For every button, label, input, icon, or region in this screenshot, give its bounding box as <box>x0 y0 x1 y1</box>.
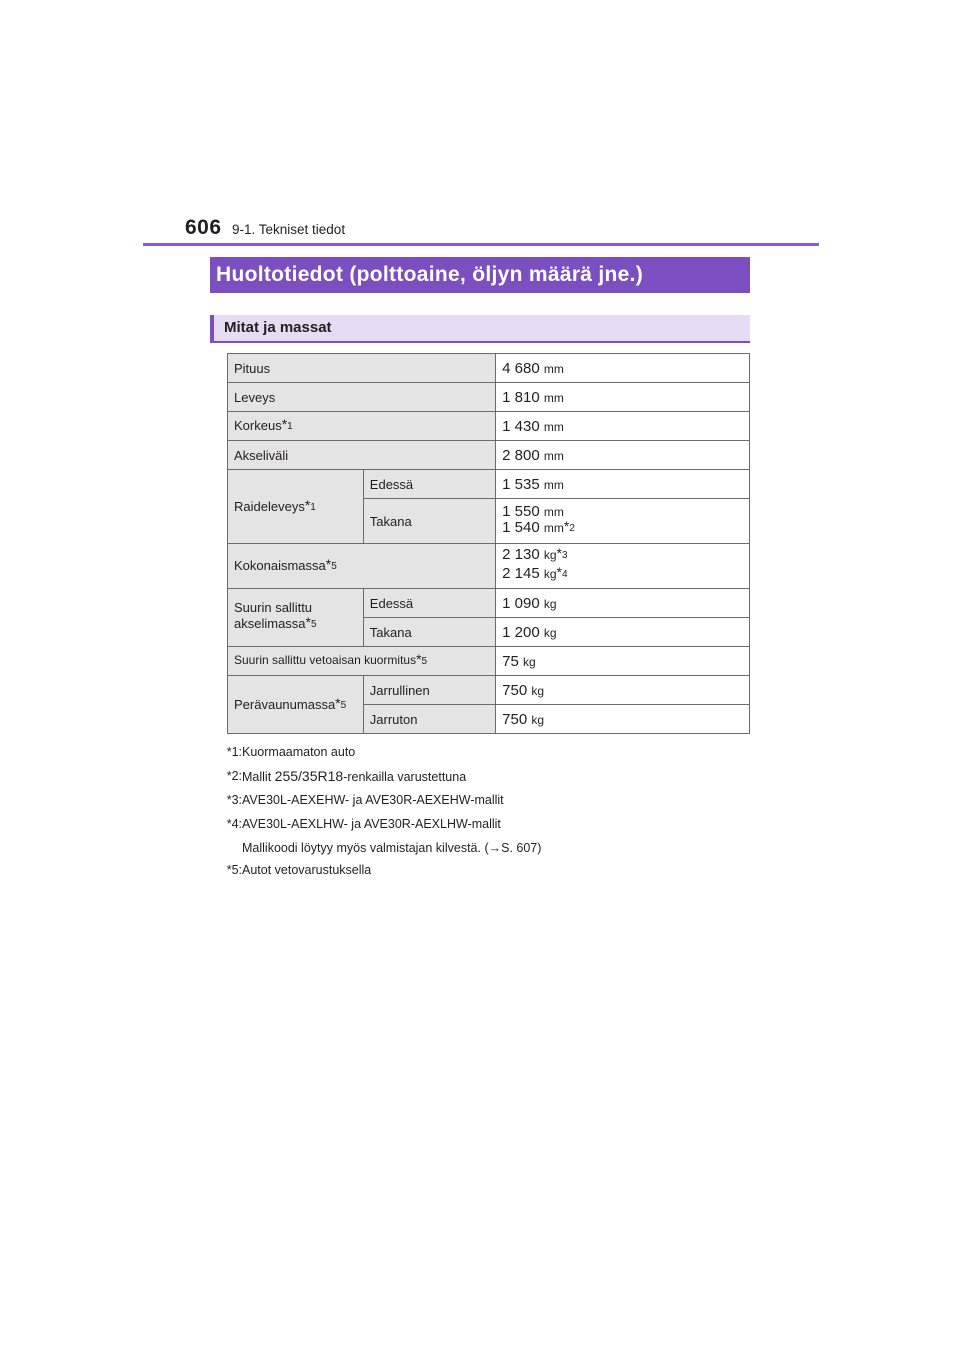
row-value: 1 535 mm <box>496 470 750 499</box>
footnote <box>218 742 778 766</box>
subsection-title: Mitat ja massat <box>210 315 750 343</box>
row-label: Kokonaismassa$^{*5}$ <box>228 544 496 589</box>
section-title: Huoltotiedot (polttoaine, öljyn määrä jne.) <box>210 257 750 293</box>
footnotes <box>218 742 778 884</box>
footnote-marker: *4: <box>226 817 242 831</box>
footnote <box>218 766 778 790</box>
row-value: 75 kg <box>496 647 750 676</box>
sub-label: Jarruton <box>363 705 495 734</box>
sub-label: Edessä <box>363 589 495 618</box>
row-value: 1 430 mm <box>496 412 750 441</box>
row-value: 750 kg <box>496 705 750 734</box>
table-row <box>228 383 750 412</box>
footnote-text: AVE30L-AEXEHW- ja AVE30R-AEXEHW-mallit <box>242 793 504 807</box>
chapter-title: 9-1. Tekniset tiedot <box>232 222 346 237</box>
row-value: 1 550 mm 1 540 $mm^{*2}$ <box>496 499 750 544</box>
page-number: 606 <box>185 216 222 239</box>
footnote-text: Kuormaamaton auto <box>242 745 356 759</box>
table-row <box>228 441 750 470</box>
table-row <box>228 647 750 676</box>
footnote-text: AVE30L-AEXLHW- ja AVE30R-AEXLHW-mallit <box>242 817 501 831</box>
row-value: 2 130 $kg^{*3}$ 2 145 $kg^{*4}$ <box>496 544 750 589</box>
footnote-text: Mallikoodi löytyy myös valmistajan kilvestä. (→S. 607) <box>242 841 542 855</box>
row-value: 1 200 kg <box>496 618 750 647</box>
row-label: Leveys <box>228 383 496 412</box>
row-value: 4 680 mm <box>496 354 750 383</box>
row-value: 1 090 kg <box>496 589 750 618</box>
footnote-marker: *5: <box>226 863 242 877</box>
footnote <box>218 814 778 838</box>
row-label: Perävaunumassa$^{*5}$ <box>228 676 364 734</box>
row-label: Suurin sallittu vetoaisan kuormitus$^{*5}$ <box>228 647 496 676</box>
row-value: 1 810 mm <box>496 383 750 412</box>
sub-label: Jarrullinen <box>363 676 495 705</box>
footnote-marker: *2: <box>226 769 242 783</box>
row-label: Korkeus$^{*1}$ <box>228 412 496 441</box>
footnote-marker: *1: <box>226 745 242 759</box>
dimensions-table <box>227 353 750 734</box>
footnote <box>218 790 778 814</box>
table-row <box>228 589 750 618</box>
table-row <box>228 676 750 705</box>
footnote <box>218 860 778 884</box>
sub-label: Takana <box>363 499 495 544</box>
row-value: 2 800 mm <box>496 441 750 470</box>
table-row <box>228 544 750 589</box>
footnote-text: Mallit 255/35R18-renkailla varustettuna <box>242 768 467 784</box>
row-label: Akseliväli <box>228 441 496 470</box>
footnote-marker: *3: <box>226 793 242 807</box>
row-label: Pituus <box>228 354 496 383</box>
table-row <box>228 354 750 383</box>
row-value: 750 kg <box>496 676 750 705</box>
row-label: Raideleveys$^{*1}$ <box>228 470 364 544</box>
sub-label: Edessä <box>363 470 495 499</box>
table-row <box>228 470 750 499</box>
table-row <box>228 412 750 441</box>
footnote-text: Autot vetovarustuksella <box>242 863 372 877</box>
footnote-continuation <box>218 838 778 860</box>
row-label: Suurin sallittu akselimassa$^{*5}$ <box>228 589 364 647</box>
sub-label: Takana <box>363 618 495 647</box>
header-divider <box>143 243 819 246</box>
